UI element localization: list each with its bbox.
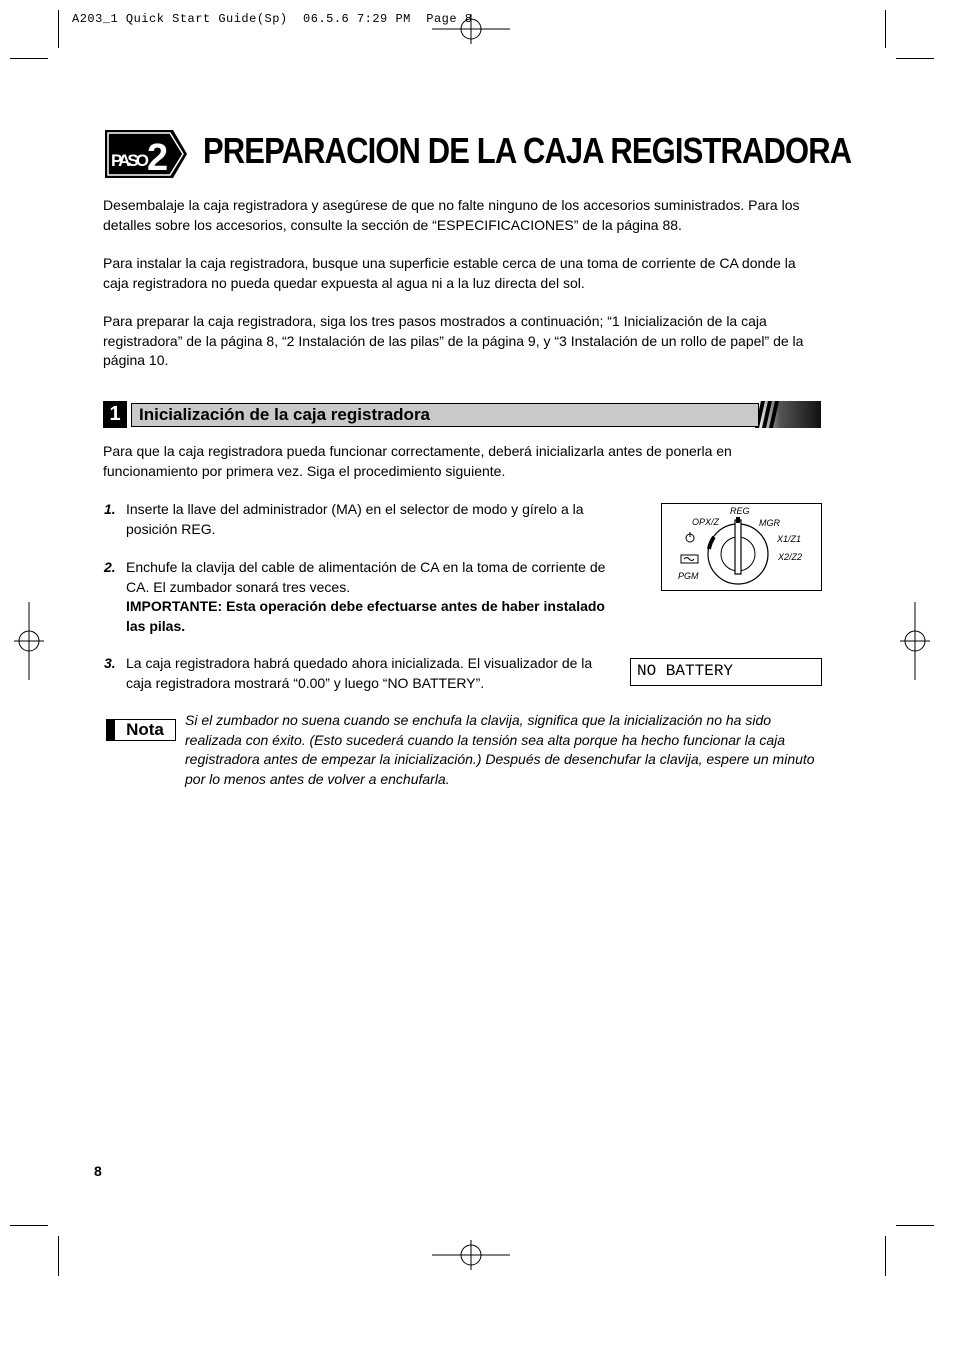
intro-paragraph-1: Desembalaje la caja registradora y asegúrese de que no falte ninguno de los accesorios suministrados. Para los detalles sobre los accesorios, consulte la sección de “ESPECIFICACIONES” de la página 88. [103,197,800,233]
step-number-1: 1. [104,501,116,517]
crop-mark [58,1236,59,1276]
section-title: Inicialización de la caja registradora [139,405,431,424]
crop-mark [896,58,934,59]
paso-word: PASO [111,151,149,170]
intro-paragraph-3: Para preparar la caja registradora, siga los tres pasos mostrados a continuación; “1 Inicialización de la caja registradora” de la página 8, “2 Instalación de las pilas” de la página 9, y “3 Instalación de un rollo de papel” de la página 10. [103,313,804,368]
crop-mark [885,10,886,48]
registration-mark-bottom [430,1238,512,1272]
print-header: A203_1 Quick Start Guide(Sp) 06.5.6 7:29 PM Page 8 [72,12,473,26]
step-text-1: Inserte la llave del administrador (MA) en el selector de modo y gírelo a la posición REG. [126,501,584,537]
mode-selector-diagram [661,503,822,591]
dial-label-opxz: OPX/Z [692,517,720,527]
dial-label-x1z1: X1/Z1 [777,534,802,544]
dial-label-mgr: MGR [759,518,780,528]
paso-badge [103,128,189,180]
step-text-3: La caja registradora habrá quedado ahora inicializada. El visualizador de la caja registradora mostrará “0.00” y luego “NO BATTERY”. [126,655,593,691]
page-number: 8 [94,1163,102,1179]
nota-label: Nota [114,719,176,741]
section-lead: Para que la caja registradora pueda funcionar correctamente, deberá inicializarla antes de ponerla en funcionamiento por primera vez. Siga el procedimiento siguiente. [103,443,732,479]
crop-mark [10,1225,48,1226]
registration-mark-right [898,600,932,682]
page-title: PREPARACION DE LA CAJA REGISTRADORA [203,130,852,171]
nota-text: Si el zumbador no suena cuando se enchufa la clavija, significa que la inicialización no ha sido realizada con éxito. (Esto sucederá cuando la tensión sea alta porque ha hecho funcionar la caja registradora antes de empezar la inicialización.) Después de desenchufar la clavija, espere un minuto por lo menos antes de volver a enchufarla. [185,712,815,787]
step-important: IMPORTANTE: Esta operación debe efectuarse antes de haber instalado las pilas. [126,598,605,634]
crop-mark [896,1225,934,1226]
intro-paragraph-2: Para instalar la caja registradora, busque una superficie estable cerca de una toma de corriente de CA donde la caja registradora no pueda quedar expuesta al agua ni a la luz directa del sol. [103,255,796,291]
nota-bar [106,719,114,741]
dial-label-x2z2: X2/Z2 [778,552,803,562]
crop-mark [10,58,48,59]
step-number-2: 2. [104,559,116,575]
paso-number: 2 [147,137,169,179]
dial-label-pgm: PGM [678,571,699,581]
display-readout: NO BATTERY [637,662,734,680]
crop-mark [885,1236,886,1276]
dial-label-reg: REG [730,506,750,516]
registration-mark-left [12,600,46,682]
step-number-3: 3. [104,655,116,671]
crop-mark [58,10,59,48]
section-number: 1 [103,401,127,428]
step-text-2: Enchufe la clavija del cable de alimentación de CA en la toma de corriente de CA. El zumbador sonará tres veces. [126,559,606,595]
